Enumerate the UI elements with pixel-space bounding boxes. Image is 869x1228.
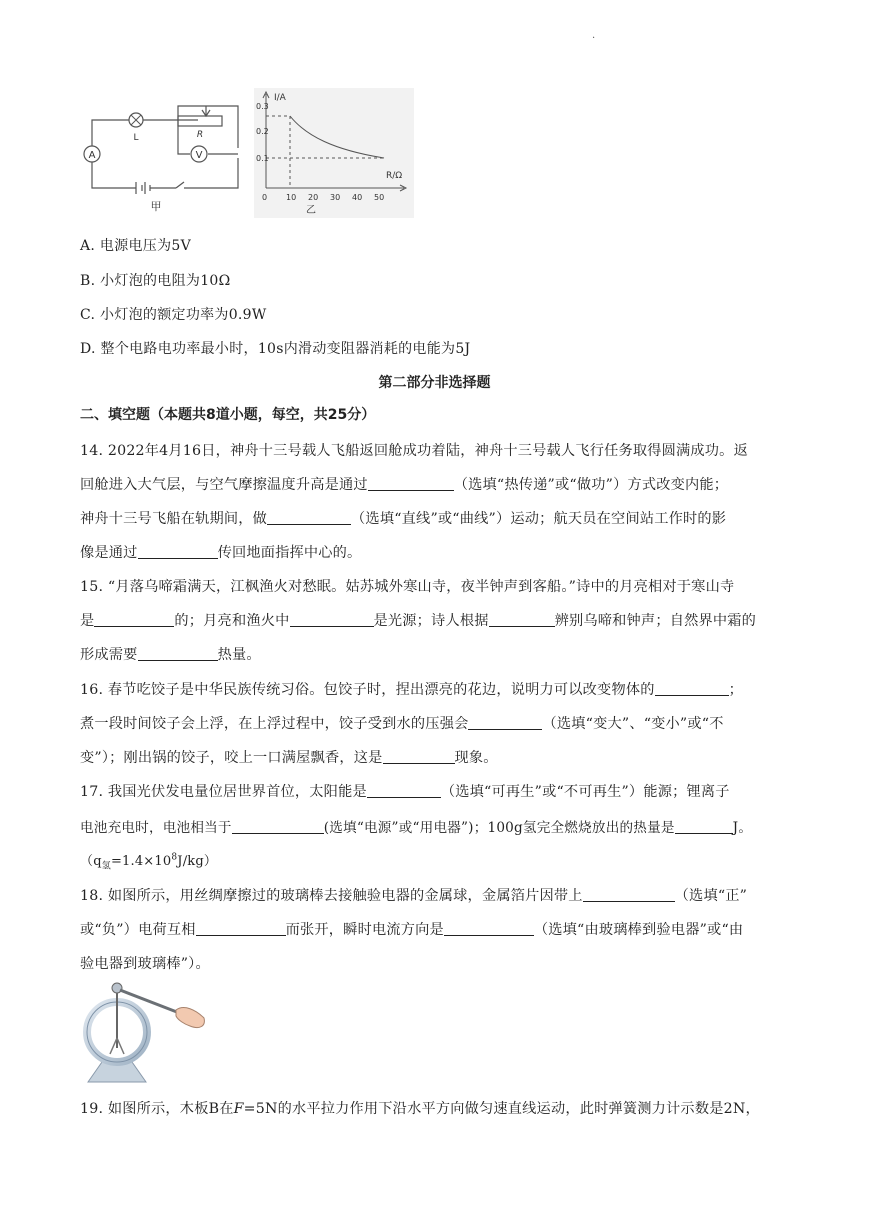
- lamp-icon: [129, 113, 143, 143]
- q17-line-3: $(q_氢=1.4\times 10^8J/kg)$: [80, 852, 218, 872]
- ammeter-label: A: [88, 150, 96, 161]
- option-a: A. 电源电压为5V: [80, 238, 192, 254]
- answer-blank[interactable]: [655, 681, 729, 696]
- option-d: D. 整个电路电功率最小时，10s内滑动变阻器消耗的电能为5J: [80, 341, 471, 357]
- answer-blank[interactable]: [368, 476, 454, 491]
- q18-line-3: 验电器到玻璃棒”）。: [80, 956, 210, 972]
- q16-line-2: 煮一段时间饺子会上浮，在上浮过程中，饺子受到水的压强会 （选填“变大”、“变小”或“不: [80, 716, 724, 732]
- answer-blank[interactable]: [675, 819, 733, 834]
- answer-blank[interactable]: [489, 612, 555, 627]
- q15-line-3: 形成需要 热量。: [80, 647, 261, 663]
- lamp-label: L: [133, 133, 139, 143]
- graph-x-tick: 40: [352, 193, 363, 202]
- q14-line-1: 14. 2022年4月16日，神舟十三号载人飞船返回舱成功着陆，神舟十三号载人飞行任务取得圆满成功。返: [80, 443, 748, 459]
- q15-line-1: 15. “月落乌啼霜满天，江枫渔火对愁眠。姑苏城外寒山寺，夜半钟声到客船。”诗中的月亮相对于寒山寺: [80, 579, 735, 595]
- q16-line-3: 变”）；刚出锅的饺子，咬上一口满屋飘香，这是 现象。: [80, 750, 498, 766]
- q14-line-4: 像是通过 传回地面指挥中心的。: [80, 545, 362, 561]
- graph-caption: 乙: [306, 205, 316, 216]
- graph-y-tick: 0.2: [256, 127, 269, 136]
- q19-line-1: 19. 如图所示，木板B在F=5N的水平拉力作用下沿水平方向做匀速直线运动，此时弹簧测力计示数是2N，: [80, 1101, 760, 1117]
- q15-line-2: 是 的；月亮和渔火中 是光源；诗人根据 辨别乌啼和钟声；自然界中霜的: [80, 613, 757, 629]
- question-13-figure: [78, 88, 414, 218]
- option-c: C. 小灯泡的额定功率为0.9W: [80, 307, 267, 323]
- graph-x-tick: 0: [262, 193, 268, 202]
- answer-blank[interactable]: [196, 921, 286, 936]
- graph-y-tick: 0.1: [256, 154, 269, 163]
- answer-blank[interactable]: [138, 544, 218, 559]
- answer-blank[interactable]: [468, 715, 542, 730]
- graph-y-tick: 0.3: [256, 102, 269, 111]
- q17-line-2: 电池充电时，电池相当于 (选填“电源”或“用电器”)；100g氢完全燃烧放出的热量是 J。: [80, 820, 753, 836]
- option-b: B. 小灯泡的电阻为10Ω: [80, 273, 231, 289]
- circuit-diagram: [78, 88, 258, 218]
- voltmeter-label: V: [195, 150, 203, 161]
- graph-y-axis-label: I/A: [274, 93, 286, 103]
- graph-x-tick: 20: [308, 193, 319, 202]
- corner-mark: .: [592, 30, 596, 41]
- answer-blank[interactable]: [444, 921, 534, 936]
- voltmeter-icon: [191, 146, 207, 162]
- q14-line-2: 回舱进入大气层，与空气摩擦温度升高是通过 （选填“热传递”或“做功”）方式改变内能；: [80, 477, 729, 493]
- circuit-caption: 甲: [150, 200, 162, 213]
- q17-line-1: 17. 我国光伏发电量位居世界首位，太阳能是 （选填“可再生”或“不可再生”）能源；锂离子: [80, 784, 730, 800]
- graph-x-axis-label: R/Ω: [386, 171, 403, 181]
- rheostat-label: R: [196, 130, 204, 140]
- answer-blank[interactable]: [232, 819, 324, 834]
- q18-line-1: 18. 如图所示，用丝绸摩擦过的玻璃棒去接触验电器的金属球，金属箔片因带上 （选填“正”: [80, 888, 748, 904]
- answer-blank[interactable]: [367, 783, 441, 798]
- answer-blank[interactable]: [383, 749, 455, 764]
- answer-blank[interactable]: [583, 887, 675, 902]
- part-heading: 二、填空题（本题共8道小题，每空，共25分）: [80, 407, 376, 423]
- answer-blank[interactable]: [138, 646, 218, 661]
- answer-blank[interactable]: [267, 510, 351, 525]
- graph-x-tick: 30: [330, 193, 341, 202]
- current-resistance-graph: [254, 88, 414, 218]
- q18-line-2: 或“负”）电荷互相 而张开，瞬时电流方向是 （选填“由玻璃棒到验电器”或“由: [80, 922, 744, 938]
- ammeter-icon: [84, 146, 100, 162]
- q14-line-3: 神舟十三号飞船在轨期间，做 （选填“直线”或“曲线”）运动；航天员在空间站工作时的影: [80, 511, 727, 527]
- answer-blank[interactable]: [290, 612, 374, 627]
- q16-line-1: 16. 春节吃饺子是中华民族传统习俗。包饺子时，捏出漂亮的花边，说明力可以改变物体的 ；: [80, 682, 743, 698]
- answer-blank[interactable]: [94, 612, 174, 627]
- section-title: 第二部分非选择题: [378, 375, 491, 391]
- graph-x-tick: 50: [374, 193, 385, 202]
- electroscope-illustration: [80, 978, 210, 1088]
- graph-x-tick: 10: [286, 193, 297, 202]
